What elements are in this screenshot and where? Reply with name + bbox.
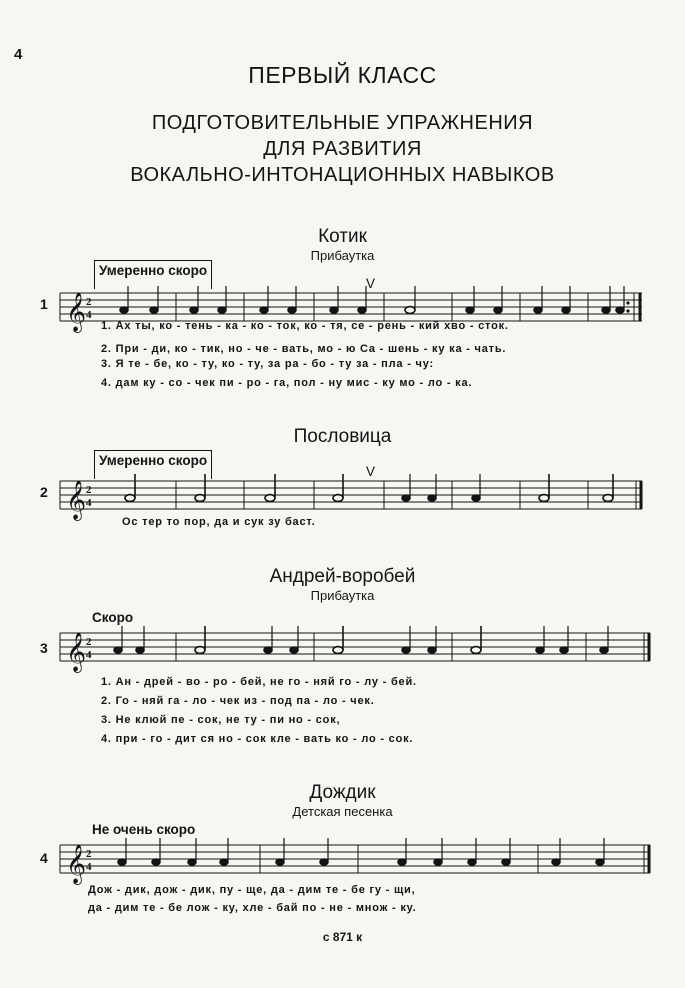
subtitle-line-2: ДЛЯ РАЗВИТИЯ (263, 138, 422, 160)
exercise-3-lyric-2: 2. Го - няй га - ло - чек из - под па - ло - чек. (101, 695, 375, 707)
catalog-number: с 871 к (322, 930, 363, 944)
exercise-1-subtitle: Прибаутка (310, 248, 375, 263)
exercise-2-title: Пословица (293, 426, 392, 447)
svg-text:4: 4 (86, 649, 92, 661)
page-number: 4 (14, 46, 23, 63)
svg-text:4: 4 (86, 861, 92, 873)
exercise-4-staff (60, 842, 660, 882)
exercise-2-number: 2 (40, 484, 48, 500)
exercise-4-lyric-1: Дож - дик, дож - дик, пу - ще, да - дим те - бе гу - щи, (88, 884, 416, 896)
svg-text:2: 2 (86, 484, 92, 496)
treble-clef-icon: 𝄞 (66, 632, 87, 672)
exercise-3-lyric-1: 1. Ан - дрей - во - ро - бей, не го - няй го - лу - бей. (101, 676, 417, 688)
exercise-2-breath-mark: V (366, 464, 376, 479)
exercise-1-tempo: Умеренно скоро (94, 260, 212, 289)
exercise-4-tempo: Не очень скоро (92, 822, 196, 837)
exercise-3-number: 3 (40, 640, 48, 656)
exercise-4-number: 4 (40, 850, 48, 866)
subtitle-line-1: ПОДГОТОВИТЕЛЬНЫЕ УПРАЖНЕНИЯ (151, 112, 534, 134)
exercise-2-staff (60, 478, 660, 518)
exercise-3-tempo: Скоро (92, 610, 134, 625)
svg-text:2: 2 (86, 296, 92, 308)
treble-clef-icon: 𝄞 (66, 292, 87, 332)
svg-text:4: 4 (86, 309, 92, 321)
treble-clef-icon: 𝄞 (66, 480, 87, 520)
exercise-3-subtitle: Прибаутка (310, 588, 375, 603)
exercise-4-title: Дождик (309, 782, 376, 803)
exercise-2-tempo: Умеренно скоро (94, 450, 212, 479)
exercise-4-lyric-2: да - дим те - бе лож - ку, хле - бай по - не - множ - ку. (88, 902, 417, 914)
exercise-4-subtitle: Детская песенка (292, 804, 393, 819)
exercise-3-lyric-4: 4. при - го - дит ся но - сок кле - вать ко - ло - сок. (101, 733, 414, 745)
exercise-1-number: 1 (40, 296, 48, 312)
svg-text:4: 4 (86, 497, 92, 509)
svg-text:2: 2 (86, 848, 92, 860)
exercise-1-lyric-1: 1. Ах ты, ко - тень - ка - ко - ток, ко - тя, се - рень - кий хво - сток. (101, 320, 509, 332)
class-title: ПЕРВЫЙ КЛАСС (248, 62, 437, 88)
treble-clef-icon: 𝄞 (66, 844, 87, 884)
exercise-3-lyric-3: 3. Не клюй пе - сок, не ту - пи но - сок, (101, 714, 341, 726)
svg-text:2: 2 (86, 636, 92, 648)
exercise-1-lyric-2: 2. При - ди, ко - тик, но - че - вать, мо - ю Са - шень - ку ка - чать. (101, 343, 507, 355)
exercise-1-title: Котик (318, 226, 367, 247)
exercise-3-staff (60, 630, 660, 670)
exercise-3-title: Андрей-воробей (269, 566, 416, 587)
exercise-1-lyric-4: 4. дам ку - со - чек пи - ро - га, пол - ну мис - ку мо - ло - ка. (101, 377, 473, 389)
exercise-2-lyric-1: Ос тер то пор, да и сук зу баст. (122, 516, 316, 528)
exercise-1-breath-mark: V (366, 276, 376, 291)
subtitle-line-3: ВОКАЛЬНО-ИНТОНАЦИОННЫХ НАВЫКОВ (130, 164, 555, 186)
exercise-1-lyric-3: 3. Я те - бе, ко - ту, ко - ту, за ра - бо - ту за - пла - чу: (101, 358, 434, 370)
